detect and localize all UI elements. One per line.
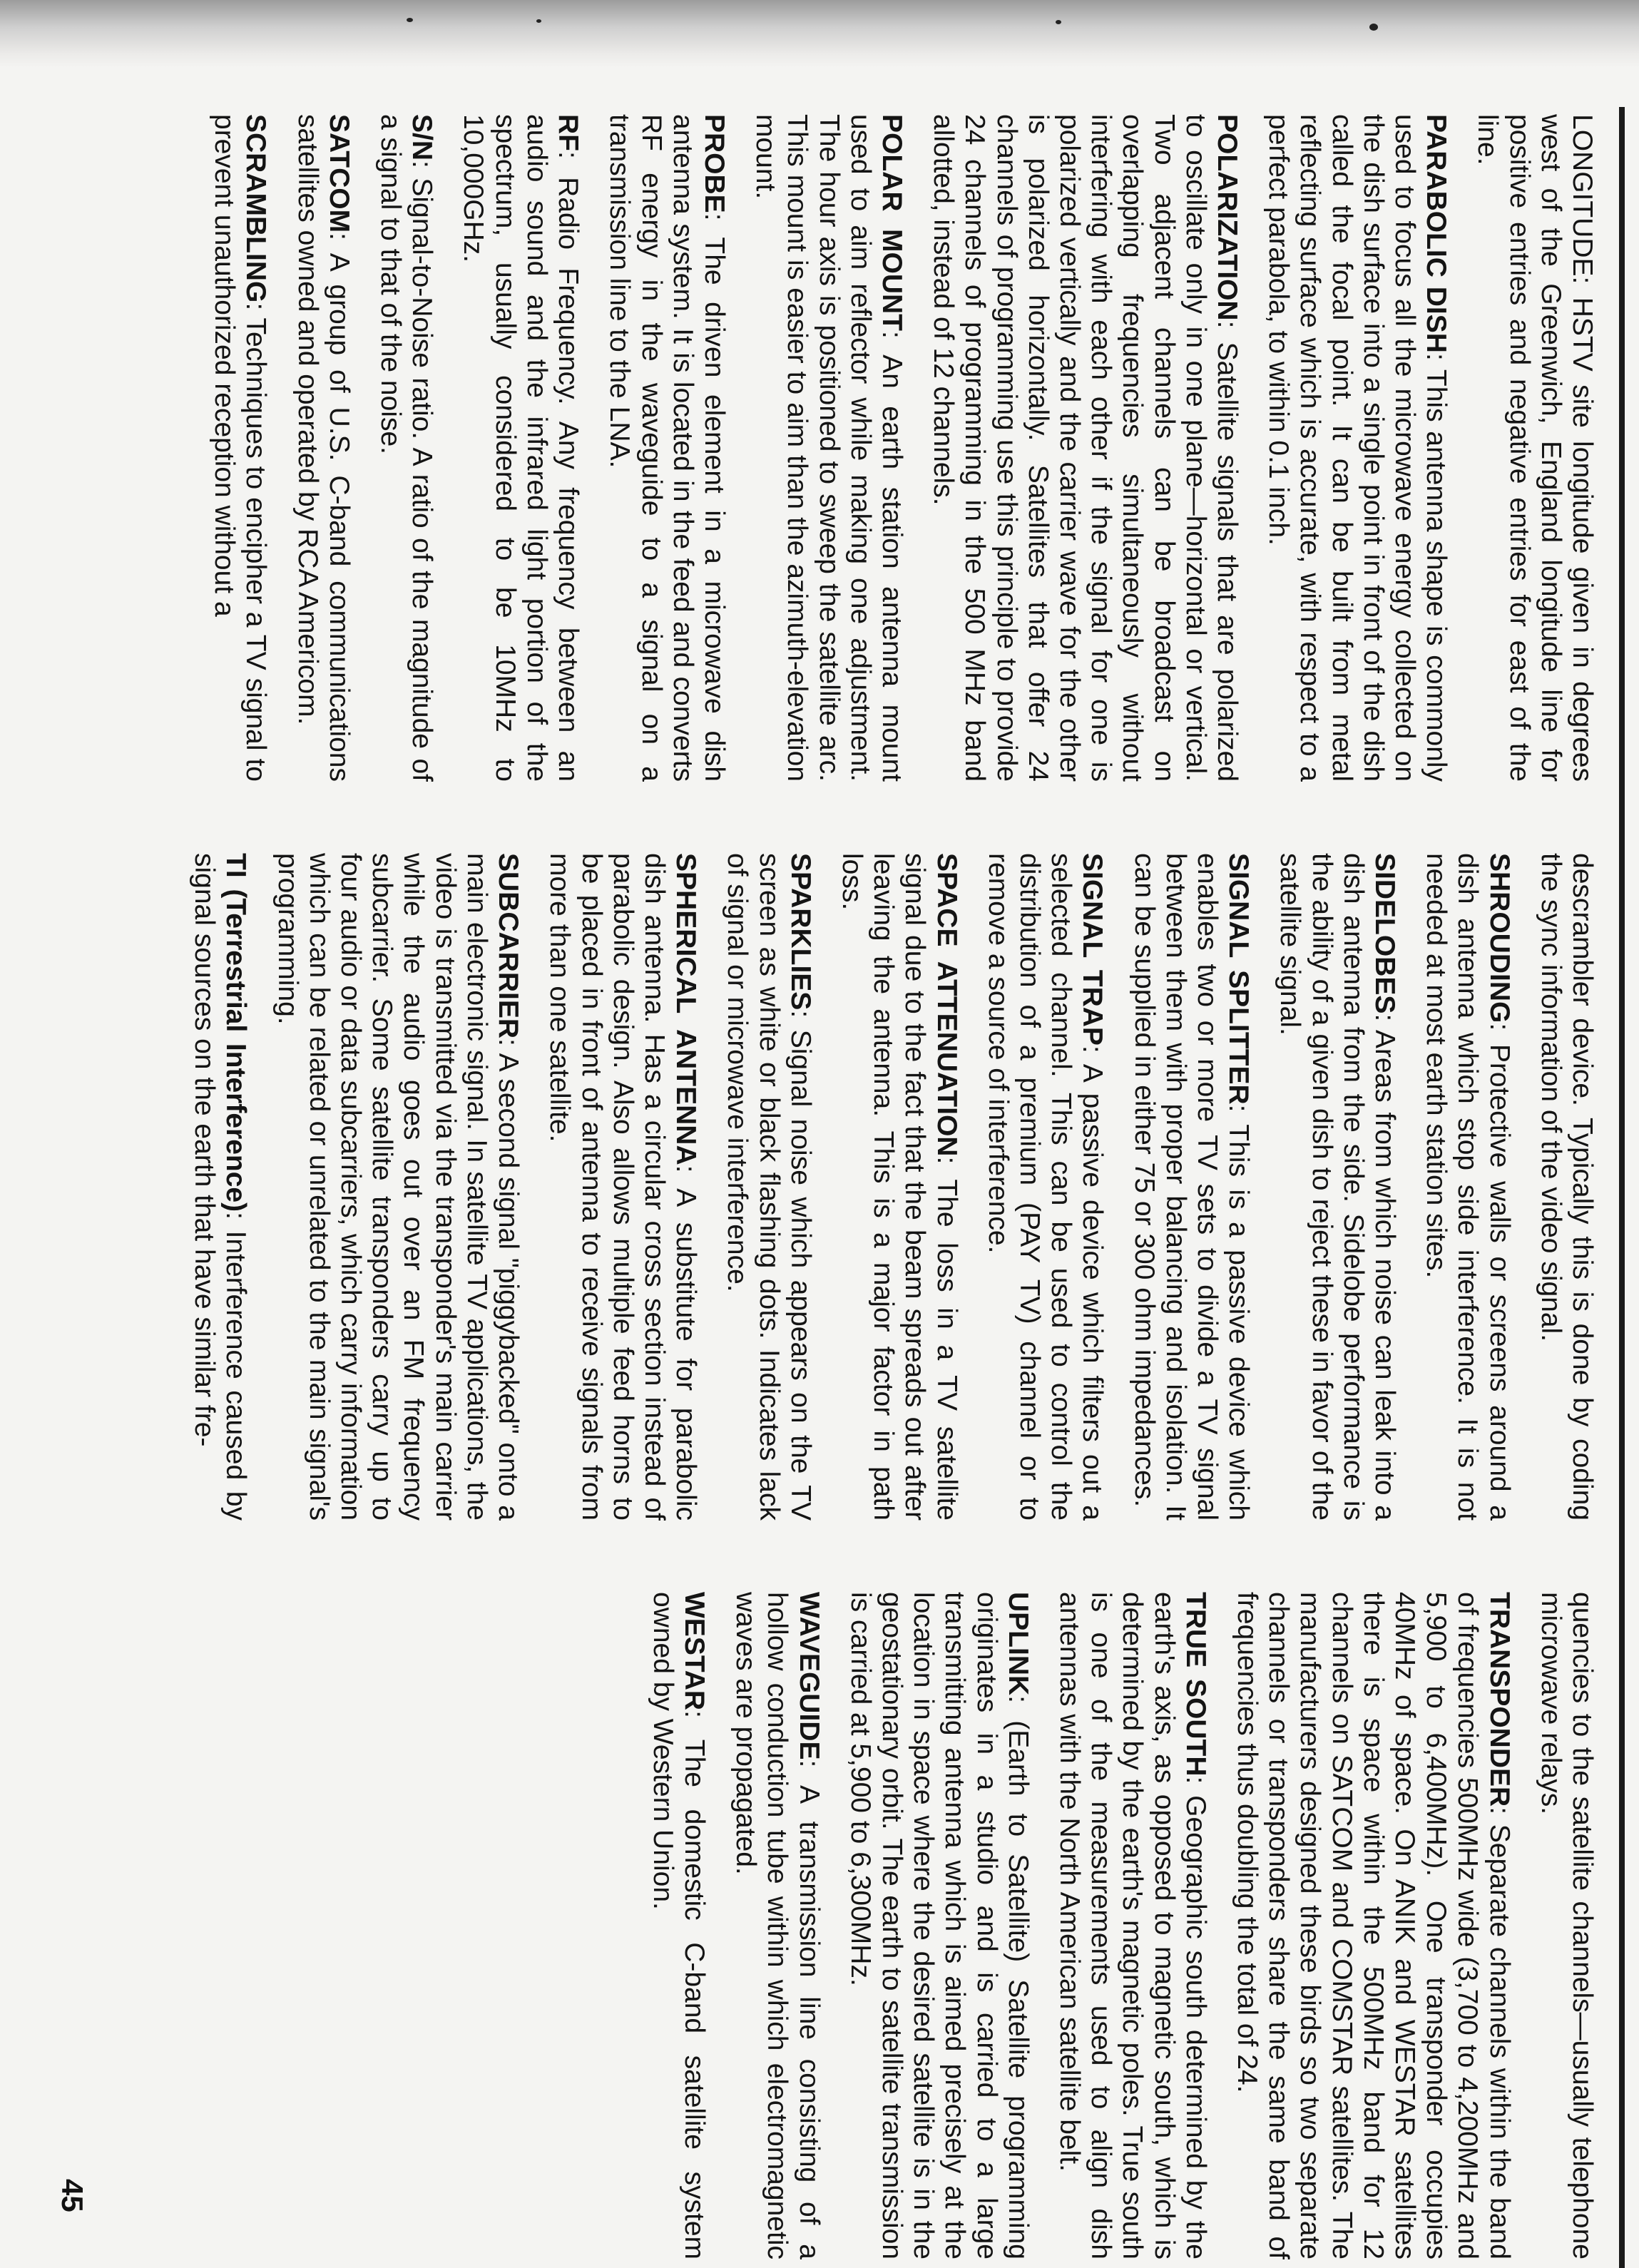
term-label: TI (Terrestrial Interference): [220, 853, 252, 1212]
glossary-entry-spherical-antenna: [543, 853, 701, 1521]
definition-text: : Separate channels within the band of frequencies 500MHz wide (3,700 to 4,200MHz and 5,900 to 6,400MHz). One transponder occupies 40MHz of space. On ANIK and WESTAR satellites there is space within the 500MHz band for 12 channels on SATCOM and COMSTAR satellites. The manufacturers designed these birds so two separate channels or transponders share the same band of frequencies thus doubling the total of 24.: [1231, 1592, 1515, 2259]
definition-text: : Protective walls or screens around a dish antenna which stop side interference. It is not needed at most earth station sites.: [1421, 853, 1515, 1521]
definition-text: : Techniques to encipher a TV signal to prevent unauthorized reception without a: [209, 114, 272, 782]
glossary-entry-uplink: [844, 1592, 1033, 2259]
glossary-entry-polar-mount: [750, 114, 907, 782]
definition-text: : Signal noise which appears on the TV screen as white or black flashing dots. Indicates lack of signal or microwave interference.: [722, 853, 816, 1521]
column-3: [150, 1592, 1598, 2259]
term-label: S/N: [407, 114, 438, 161]
glossary-entry-polarization: [927, 114, 1242, 782]
term-label: SHROUDING: [1484, 853, 1515, 1023]
term-label: SIDELOBES: [1369, 853, 1400, 1014]
glossary-entry-ti: [188, 853, 251, 1521]
glossary-entry-probe: [603, 114, 730, 782]
term-label: PROBE: [698, 114, 730, 213]
term-label: POLAR MOUNT: [876, 114, 907, 331]
term-label: TRUE SOUTH: [1180, 1592, 1211, 1777]
term-label: UPLINK: [1002, 1592, 1033, 1696]
definition-text: : Geographic south determined by the earth's axis, as opposed to magnetic south, which is determined by the earth's magnetic poles. True south is one of the measurements used to align dish antennas with the North American satellite belt.: [1053, 1592, 1211, 2259]
glossary-entry-westar: [647, 1592, 710, 2259]
glossary-entry-space-attenuation: [836, 853, 962, 1521]
term-label: SPARKLIES: [785, 853, 816, 1011]
definition-text: : The loss in a TV satellite signal due to the fact that the beam spreads out after leaving the antenna. This is a major factor in path loss.: [836, 853, 962, 1521]
definition-text: : An earth station antenna mount used to aim reflector while making one adjustment. The hour axis is positioned to sweep the satellite arc. This mount is easier to aim than the azimuth-elevation mount.: [750, 114, 907, 782]
glossary-entry-scrambling: [208, 114, 271, 782]
definition-text: : The domestic C-band satellite system owned by Western Union.: [647, 1592, 710, 2259]
term-label: RF: [553, 114, 584, 151]
scan-speck: [1369, 24, 1378, 31]
definition-text: : A transmission line consisting of a hollow conduction tube within which electromagnetic waves are propagated.: [730, 1592, 824, 2259]
glossary-entry-sparklies: [721, 853, 816, 1521]
glossary-entry-longitude: LONGITUDE: HSTV site longitude given in degrees west of the Greenwich, England longitude line for positive entries and negative entries for east of the line.: [1472, 114, 1598, 782]
definition-text: : Radio Frequency. Any frequency between an audio sound and the infrared light portion of the spectrum, usually considered to be 10MHz to 10,000GHz.: [458, 114, 584, 782]
term-label: SPACE ATTENUATION: [931, 853, 962, 1157]
definition-text: : This is a passive device which enables two or more TV sets to divide a TV signal between them with proper balancing and isolation. It can be supplied in either 75 or 300 ohm impedances.: [1128, 853, 1255, 1521]
definition-text: : A group of U.S. C-band communications satellites owned and operated by RCA Americom.: [292, 114, 354, 782]
definition-text: : Areas from which noise can leak into a dish antenna from the side. Sidelobe performance is the ability of a given dish to reject these in favor of the satellite signal.: [1275, 853, 1400, 1521]
definition-text: : Signal-to-Noise ratio. A ratio of the magnitude of a signal to that of the noise.: [375, 114, 438, 782]
scan-shadow: [0, 0, 1639, 68]
term-label: WESTAR: [678, 1592, 710, 1711]
glossary-entry-subcarrier: [271, 853, 524, 1521]
scan-speck: [1056, 20, 1061, 24]
glossary-entry-continuation: quencies to the satellite channels—usually telephone microwave relays.: [1535, 1592, 1598, 2259]
definition-text: : This antenna shape is commonly used to focus all the microwave energy collected on the dish surface into a single point in front of the dish called the focal point. It can be built from metal reflecting surface which is accurate, with respect to a perfect parabola, to within 0.1 inch.: [1263, 114, 1452, 782]
glossary-entry-satcom: [291, 114, 354, 782]
glossary-entry-signal-splitter: [1128, 853, 1254, 1521]
definition-text: : (Earth to Satellite) Satellite programming originates in a studio and is carried to a large transmitting antenna which is aimed precisely at the location in space where the desired satellite is in the geostationary orbit. The earth to satellite transmission is carried at 5,900 to 6,300MHz.: [844, 1592, 1033, 2259]
definition-text: : A passive device which filters out a selected channel. This can be used to control the distribution of a premium (PAY TV) channel or to remove a source of interference.: [982, 853, 1108, 1521]
glossary-entry-shrouding: [1420, 853, 1515, 1521]
scan-speck: [536, 19, 541, 23]
glossary-columns: [150, 114, 1598, 2261]
scan-speck: [407, 18, 413, 22]
page-number: 45: [56, 2179, 89, 2212]
glossary-entry-continuation: descrambler device. Typically this is done by coding the sync information of the video signal.: [1535, 853, 1598, 1521]
term-label: SIGNAL TRAP: [1077, 853, 1108, 1046]
definition-text: : Interference caused by signal sources on the earth that have similar fre-: [189, 853, 252, 1521]
column-1: [150, 114, 1598, 782]
definition-text: : Satellite signals that are polarized to oscillate only in one plane—horizontal or vertical. Two adjacent channels can be broadcast on overlapping frequencies simultaneously without interfering with each other if the signal for one is polarized vertically and the carrier wave for the other is polarized horizontally. Satellites that offer 24 channels of programming use this principle to provide 24 channels of programming in the 500 MHz band allotted, instead of 12 channels.: [928, 114, 1242, 782]
term-label: POLARIZATION: [1211, 114, 1242, 321]
term-label: SCRAMBLING: [240, 114, 272, 303]
definition-text: : A substitute for parabolic dish antenna. Has a circular cross section instead of parabolic design. Also allows multiple feed horns to be placed in front of antenna to receive signals from more than one satellite.: [544, 853, 702, 1521]
term-label: SATCOM: [323, 114, 354, 233]
column-2: [150, 853, 1598, 1521]
term-label: PARABOLIC DISH: [1421, 114, 1452, 353]
glossary-entry-transponder: [1231, 1592, 1515, 2259]
glossary-entry-signal-trap: [982, 853, 1108, 1521]
glossary-entry-parabolic-dish: [1262, 114, 1451, 782]
glossary-page: [56, 114, 1608, 2261]
glossary-entry-s-n: [374, 114, 437, 782]
definition-text: : A second signal "piggybacked" onto a main electronic signal. In satellite TV applications, the video is transmitted via the transponder's main carrier while the audio goes out over an FM frequency subcarrier. Some satellite transponders carry up to four audio or data subcarriers, which carry information which can be related or unrelated to the main signal's programming.: [272, 853, 524, 1521]
term-label: WAVEGUIDE: [793, 1592, 824, 1760]
page-border-rule: [1619, 107, 1625, 2268]
term-label: SUBCARRIER: [493, 853, 524, 1039]
glossary-entry-rf: [457, 114, 583, 782]
glossary-entry-sidelobes: [1274, 853, 1400, 1521]
term-label: SPHERICAL ANTENNA: [670, 853, 702, 1165]
definition-text: : The driven element in a microwave dish antenna system. It is located in the feed and converts RF energy in the waveguide to a signal on a transmission line to the LNA.: [604, 114, 730, 782]
glossary-entry-waveguide: [730, 1592, 824, 2259]
glossary-entry-true-south: [1053, 1592, 1211, 2259]
term-label: SIGNAL SPLITTER: [1223, 853, 1255, 1105]
term-label: TRANSPONDER: [1484, 1592, 1515, 1807]
